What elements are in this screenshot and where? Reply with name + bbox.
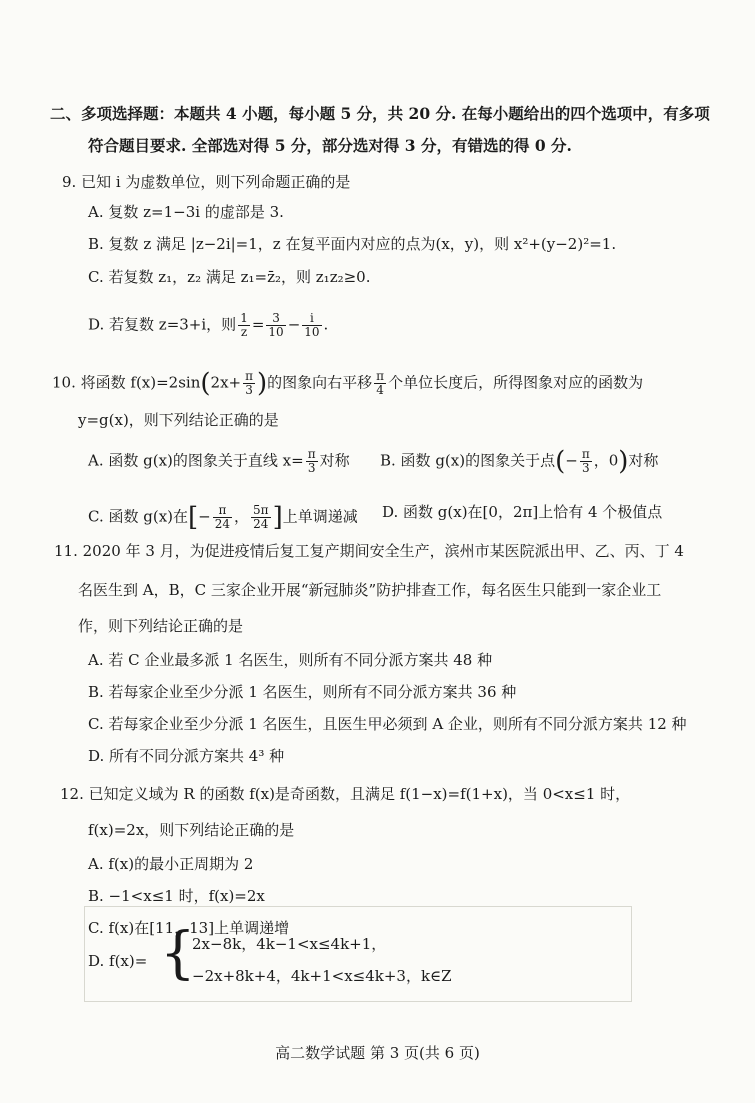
q9-d-prefix: D. 若复数 z=3+i，则 bbox=[88, 315, 237, 334]
q11-stem-line1: 11. 2020 年 3 月，为促进疫情后复工复产期间安全生产，滨州市某医院派出甲、乙、丙、丁 4 bbox=[54, 542, 684, 560]
q10-pi3-frac bbox=[243, 370, 255, 397]
frac-den: 10 bbox=[304, 325, 320, 339]
q12-stem-line1: 12. 已知定义域为 R 的函数 f(x)是奇函数，且满足 f(1−x)=f(1+x)，当 0<x≤1 时， bbox=[60, 785, 631, 803]
frac-num: π bbox=[245, 369, 253, 383]
q12-option-d-case1: 2x−8k，4k−1<x≤4k+1， bbox=[192, 935, 387, 953]
q10-b-frac bbox=[580, 448, 592, 475]
frac-num: π bbox=[307, 447, 316, 461]
frac-num: 5π bbox=[253, 503, 269, 517]
q10-a-frac bbox=[306, 448, 318, 475]
q9-option-a: A. 复数 z=1−3i 的虚部是 3. bbox=[88, 203, 284, 221]
q10-c-frac2 bbox=[251, 504, 271, 531]
q10-option-c bbox=[88, 504, 358, 531]
section-heading-line2: 符合题目要求. 全部选对得 5 分，部分选对得 3 分，有错选的得 0 分. bbox=[88, 136, 572, 155]
q10-a-post: 对称 bbox=[319, 451, 350, 470]
q9-d-frac2 bbox=[266, 312, 285, 339]
q10-c-pre: C. 函数 g(x)在 bbox=[88, 507, 189, 526]
q10-a-pre: A. 函数 g(x)的图象关于直线 x= bbox=[88, 451, 304, 470]
q9-stem: 9. 已知 i 为虚数单位，则下列命题正确的是 bbox=[62, 173, 351, 191]
frac-num: 1 bbox=[240, 311, 248, 325]
q10-option-d: D. 函数 g(x)在[0，2π]上恰有 4 个极值点 bbox=[382, 503, 663, 521]
q10-c-frac1 bbox=[213, 504, 232, 531]
frac-num: i bbox=[302, 312, 321, 326]
q10-stem-line1 bbox=[52, 370, 643, 397]
piecewise-brace: { bbox=[160, 921, 196, 986]
frac-den: 24 bbox=[253, 517, 269, 531]
q10-option-b bbox=[380, 448, 658, 475]
paren-close: ) bbox=[618, 446, 629, 477]
q9-option-b: B. 复数 z 满足 |z−2i|=1，z 在复平面内对应的点为(x，y)，则 x²+(y−2)²=1. bbox=[88, 235, 617, 253]
q10-c-post: 上单调递减 bbox=[282, 507, 358, 526]
frac-num: π bbox=[213, 504, 232, 518]
paren-close: ) bbox=[257, 368, 268, 399]
q10-pi4-frac bbox=[374, 370, 386, 397]
q10-b-mid: − bbox=[565, 451, 578, 470]
q10-s1d: 个单位长度后，所得图象对应的函数为 bbox=[388, 373, 644, 392]
q12-option-c: C. f(x)在[11，13]上单调递增 bbox=[88, 919, 290, 937]
frac-den: 24 bbox=[214, 517, 231, 531]
q12-option-d-case2: −2x+8k+4，4k+1<x≤4k+3，k∈Z bbox=[192, 967, 452, 985]
q10-s1c: 的图象向右平移 bbox=[267, 373, 373, 392]
frac-den: 10 bbox=[268, 325, 284, 339]
q10-stem-line2: y=g(x)，则下列结论正确的是 bbox=[78, 411, 279, 429]
q10-option-a bbox=[88, 448, 350, 475]
q9-option-c: C. 若复数 z₁，z₂ 满足 z₁=z̄₂，则 z₁z₂≥0. bbox=[88, 268, 371, 286]
frac-den: 4 bbox=[376, 383, 384, 397]
frac-num: 3 bbox=[266, 312, 285, 326]
comma: ， bbox=[234, 507, 250, 526]
q10-b-end: 对称 bbox=[628, 451, 659, 470]
paren-open: ( bbox=[555, 446, 566, 477]
q12-option-d-prefix: D. f(x)= bbox=[88, 952, 148, 970]
frac-den: 3 bbox=[307, 461, 316, 475]
q11-stem-line2: 名医生到 A，B，C 三家企业开展“新冠肺炎”防护排查工作，每名医生只能到一家企业工 bbox=[78, 581, 662, 599]
q12-stem-line2: f(x)=2x，则下列结论正确的是 bbox=[88, 821, 295, 839]
q12-option-a: A. f(x)的最小正周期为 2 bbox=[88, 855, 254, 873]
q10-b-pre: B. 函数 g(x)的图象关于点 bbox=[380, 451, 556, 470]
page-footer: 高二数学试题 第 3 页(共 6 页) bbox=[275, 1044, 480, 1062]
q10-b-post: ，0 bbox=[593, 451, 619, 470]
paren-open: ( bbox=[200, 368, 211, 399]
q9-d-eq: = bbox=[251, 315, 265, 334]
q11-option-b: B. 若每家企业至少分派 1 名医生，则所有不同分派方案共 36 种 bbox=[88, 683, 517, 701]
q9-d-end: . bbox=[323, 315, 329, 334]
q11-option-d: D. 所有不同分派方案共 4³ 种 bbox=[88, 747, 285, 765]
q11-stem-line3: 作，则下列结论正确的是 bbox=[78, 617, 244, 635]
q10-s1b: 2x+ bbox=[210, 373, 242, 392]
q9-option-d bbox=[88, 312, 328, 339]
frac-den: z bbox=[240, 325, 248, 339]
frac-num: π bbox=[376, 369, 385, 383]
section-heading-line1: 二、多项选择题：本题共 4 小题，每小题 5 分，共 20 分. 在每小题给出的四个选项中，有多项 bbox=[50, 104, 710, 123]
frac-den: 3 bbox=[245, 383, 253, 397]
frac-den: 3 bbox=[581, 461, 590, 475]
frac-num: π bbox=[581, 447, 590, 461]
q9-d-frac1 bbox=[238, 312, 250, 339]
q11-option-c: C. 若每家企业至少分派 1 名医生，且医生甲必须到 A 企业，则所有不同分派方案共 12 种 bbox=[88, 715, 687, 733]
minus-sign: − bbox=[198, 507, 211, 526]
q9-d-frac3 bbox=[302, 312, 321, 339]
bracket-open: [ bbox=[188, 502, 199, 533]
q9-d-minus: − bbox=[287, 315, 301, 334]
q10-s1a: 10. 将函数 f(x)=2sin bbox=[52, 373, 201, 392]
q11-option-a: A. 若 C 企业最多派 1 名医生，则所有不同分派方案共 48 种 bbox=[88, 651, 493, 669]
q12-option-b: B. −1<x≤1 时，f(x)=2x bbox=[88, 887, 265, 905]
bracket-close: ] bbox=[272, 502, 283, 533]
